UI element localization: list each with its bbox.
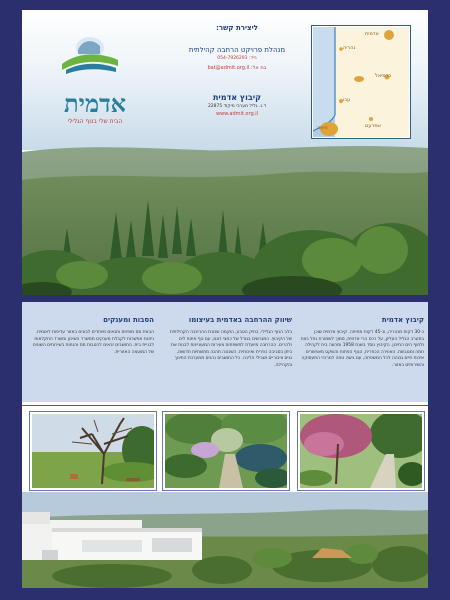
brand-name: אדמית	[63, 89, 127, 118]
column-body: בלב הנוף הגלילי, בחיק הטבע, הוקמה שכונת ההרחבה הקהילתית של הקיבוץ. המגרשים בגודל של כחצי דונם, עם נוף פתוח לים ולהרים. ההרחבה מיועדת למשפחות צעירות המעוניינות לבנות את ביתן בסביבה כפרית ואיכותית. השכונה תהנה מתשתיות חדשות, גנים ציבוריים ושבילי הליכה. כל התושבים נהנים ממערכת החינוך והקהילה.	[169, 330, 292, 368]
photo-garden	[163, 412, 289, 490]
column-title: שיווק ההרחבה באדמית בעיצומו	[188, 316, 292, 324]
map-label-akko: עכו	[343, 97, 351, 103]
brand-block	[50, 89, 140, 125]
column-body: כ-30 דקות מנהריה, וכ-45 דקות מחיפה. קיבוץ אדמית שוכן במערב הגליל העליון, על רכס הרי אדמית, סמוך לשמורת נחל בצת ולחוף הים התיכון. הקיבוץ נוסד בשנת 1958 ומהווה בית לקהילה חמה ומגובשת. האווירה הכפרית, הנוף הפתוח והשקט מאפשרים איכות חיים גבוהה לכל המשפחה, עם גישה נוחה למרכזי התעסוקה והשירותים באזור.	[300, 330, 424, 368]
column-kibbutz	[300, 316, 424, 370]
map-label-admit: אדמית	[365, 31, 379, 37]
org-name: קיבוץ אדמית	[212, 93, 262, 102]
landscape-photo	[22, 140, 428, 295]
map-graphic	[313, 27, 409, 137]
column-title: קיבוץ אדמית	[381, 316, 424, 324]
photo-tree-field	[30, 412, 156, 490]
postal-address: ד.נ. גליל מערבי מיקוד 22875	[207, 104, 267, 109]
manager-title: מנהלת פרויקט הרחבה קהילתית	[188, 46, 286, 54]
map-label-haifa: חיפה	[317, 125, 328, 131]
location-map	[312, 26, 410, 138]
website-link[interactable]: www.admit.org.il	[215, 111, 258, 117]
map-label-nahariya: נהריה	[343, 45, 356, 51]
photo-blossom-path	[298, 412, 424, 490]
column-benefits	[30, 316, 154, 356]
map-label-shfaram: שפרעם	[365, 123, 381, 129]
divider-line	[22, 405, 428, 406]
map-label-karmiel: כרמיאל	[375, 73, 392, 79]
phone-number: נייד: 054-7926293	[217, 56, 257, 61]
front-cover	[22, 10, 428, 295]
contact-heading: ליצירת קשר:	[216, 24, 258, 32]
email-link[interactable]: בת אל: bat@admit.org.il	[207, 65, 267, 71]
column-body: הבאת מס מופחת ותנאים מיוחדים לבונים באזור עדיפות לאומית. ניתנת אפשרות לקבלת מענקים ממשרד השיכון ומשרד החקלאות לבניית בית. התושבים זכאים להטבות מס והנחות בשירותים השונים של המועצה האזורית.	[32, 330, 154, 355]
column-expansion	[168, 316, 292, 370]
column-title: הסבות ומענקים	[103, 316, 154, 324]
brand-tagline: הבית שלי בנוף הגלילי	[67, 118, 123, 125]
photo-houses-landscape	[22, 492, 428, 588]
logo-mark-icon	[60, 30, 120, 75]
back-page	[22, 302, 428, 588]
contact-block	[162, 24, 312, 117]
